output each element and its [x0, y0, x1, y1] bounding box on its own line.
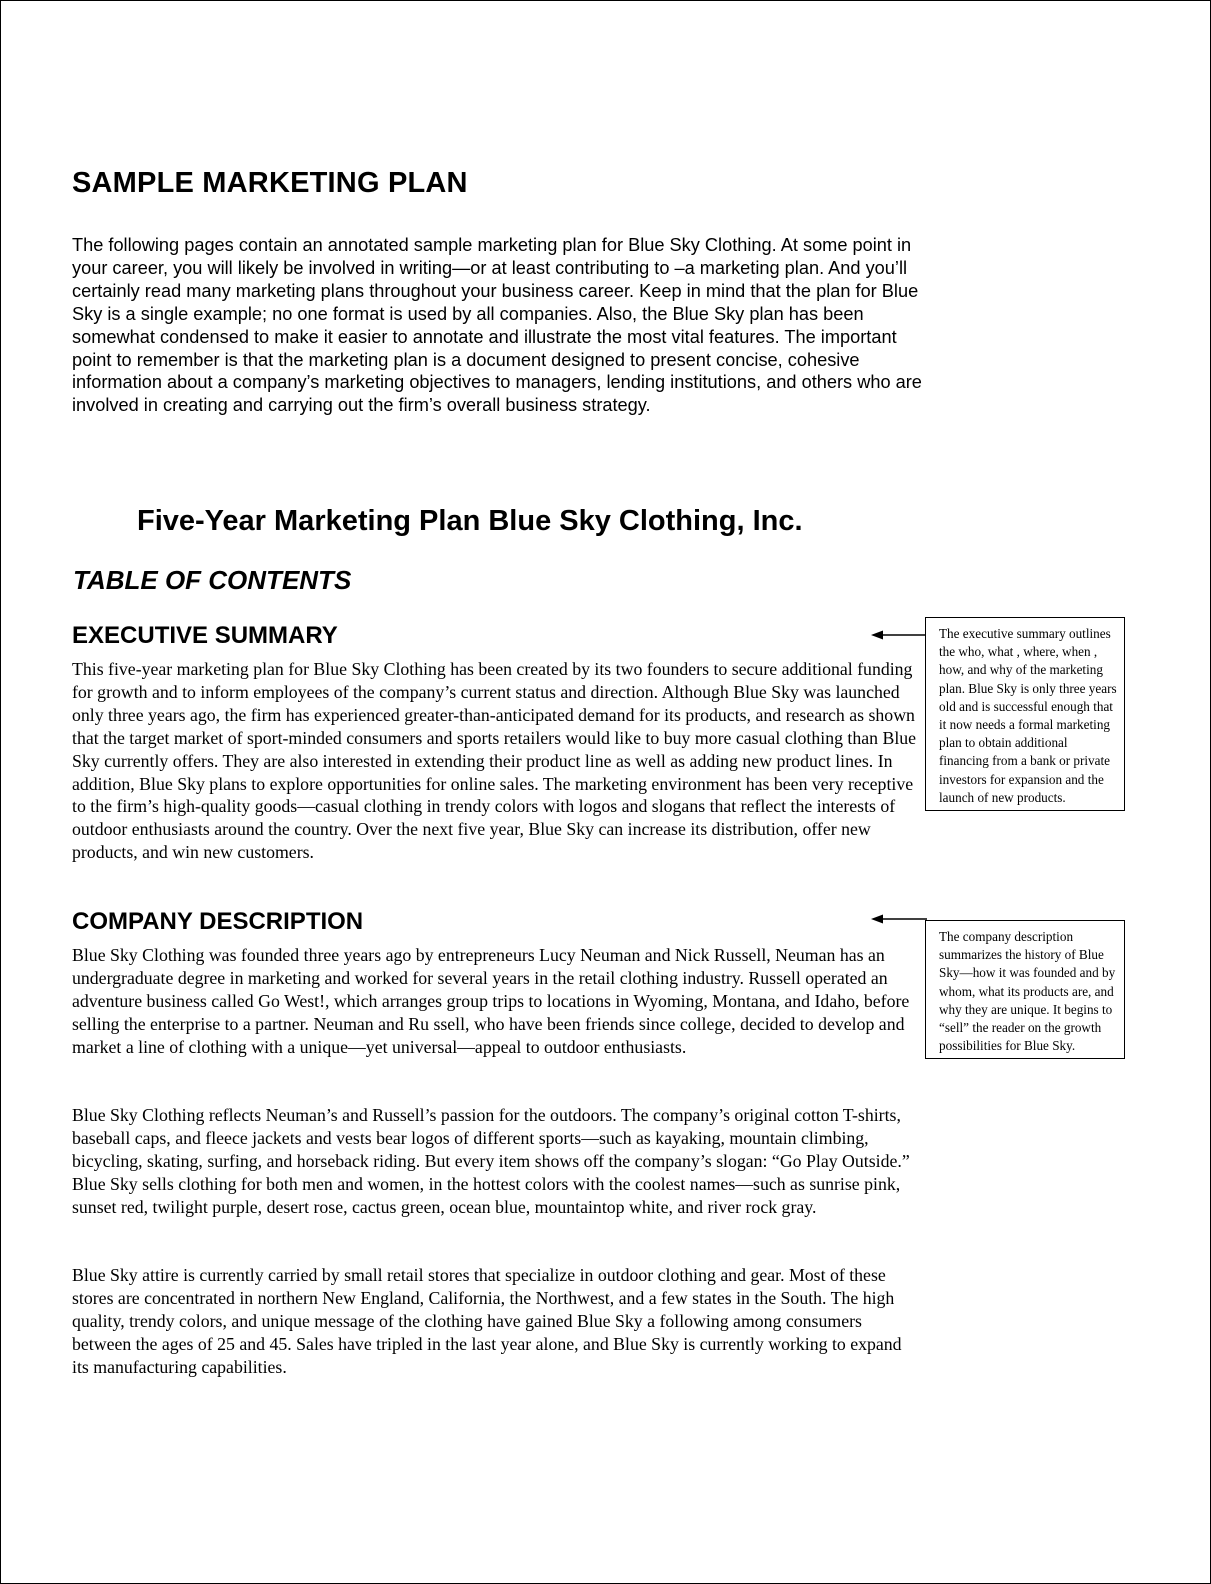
company-description-paragraph-1: Blue Sky Clothing was founded three years ago by entrepreneurs Lucy Neuman and Nick Russell, Neuman has an undergraduate degree in marketing and worked for several years in the retail clothing industry. Russell operated an adventure business called Go West!, which arranges group trips to locations in Wyoming, Montana, and Idaho, before selling the enterprise to a partner. Neuman and Ru ssell, who have been friends since college, decided to develop and market a line of clothing with a unique—yet universal—appeal to outdoor enthusiasts.: [72, 945, 910, 1057]
toc-heading: TABLE OF CONTENTS: [73, 565, 352, 595]
executive-summary-body: This five-year marketing plan for Blue Sky Clothing has been created by its two founders to secure additional funding for growth and to inform employees of the company’s current status and direction. Although Blue Sky was launched only three years ago, the firm has experienced greater-than-anticipated demand for its products, and research as shown that the target market of sport-minded consumers and sports retailers would like to buy more casual clothing than Blue Sky currently offers. They are also interested in extending their product line as well as adding new product lines. In addition, Blue Sky plans to explore opportunities for online sales. The marketing environment has been very receptive to the firm’s high-quality goods—casual clothing in trendy colors with logos and slogans that reflect the interests of outdoor enthusiasts around the country. Over the next five year, Blue Sky can increase its distribution, offer new products, and win new customers.: [72, 659, 917, 863]
plan-title: Five-Year Marketing Plan Blue Sky Clothing, Inc.: [137, 505, 803, 537]
company-description-arrow-icon: [871, 914, 927, 924]
intro-paragraph: The following pages contain an annotated sample marketing plan for Blue Sky Clothing. At some point in your career, you will likely be involved in writing—or at least contributing to –a marketing plan. And you’ll certainly read many marketing plans throughout your business career. Keep in mind that the plan for Blue Sky is a single example; no one format is used by all companies. Also, the Blue Sky plan has been somewhat condensed to make it easier to annotate and illustrate the most vital features. The important point to remember is that the marketing plan is a document designed to present concise, cohesive information about a company’s marketing objectives to managers, lending institutions, and others who are involved in creating and carrying out the firm’s overall business strategy.: [72, 235, 922, 416]
company-description-paragraph-2: Blue Sky Clothing reflects Neuman’s and Russell’s passion for the outdoors. The company’s original cotton T-shirts, baseball caps, and fleece jackets and vests bear logos of different sports—such as kayaking, mountain climbing, bicycling, skating, surfing, and horseback riding. But every item shows off the company’s slogan: “Go Play Outside.” Blue Sky sells clothing for both men and women, in the hottest colors with the coolest names—such as sunrise pink, sunset red, twilight purple, desert rose, cactus green, ocean blue, mountaintop white, and river rock gray.: [72, 1105, 910, 1217]
company-description-annotation: The company description summarizes the history of Blue Sky—how it was founded and by whom, what its products are, and why they are unique. It begins to “sell” the reader on the growth possibilities for Blue Sky.: [925, 920, 1125, 1059]
executive-summary-arrow-icon: [871, 630, 927, 640]
company-description-paragraph-3: Blue Sky attire is currently carried by small retail stores that specialize in outdoor clothing and gear. Most of these stores are concentrated in northern New England, California, the Northwest, and a few states in the South. The high quality, trendy colors, and unique message of the clothing have gained Blue Sky a following among consumers between the ages of 25 and 45. Sales have tripled in the last year alone, and Blue Sky is currently working to expand its manufacturing capabilities.: [72, 1265, 902, 1377]
company-description-heading: COMPANY DESCRIPTION: [72, 908, 364, 935]
document-title: SAMPLE MARKETING PLAN: [72, 167, 468, 199]
executive-summary-heading: EXECUTIVE SUMMARY: [72, 622, 338, 649]
executive-summary-annotation: The executive summary outlines the who, what , where, when , how, and why of the marketing plan. Blue Sky is only three years old and is successful enough that it now needs a formal marketing plan to obtain additional financing from a bank or private investors for expansion and the launch of new products.: [925, 617, 1125, 811]
